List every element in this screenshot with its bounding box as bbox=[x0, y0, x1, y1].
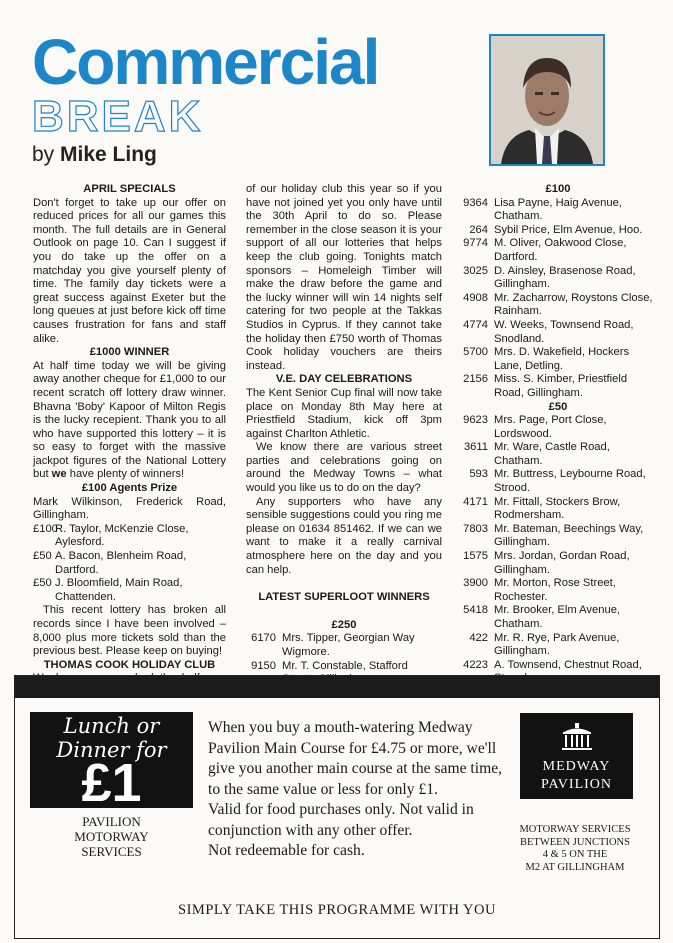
masthead-title: Commercial bbox=[32, 26, 379, 98]
winner-row bbox=[458, 441, 658, 468]
advert-cash-text: Not redeemable for cash. bbox=[208, 842, 365, 859]
heading-holiday-club: THOMAS COOK HOLIDAY CLUB bbox=[43, 658, 216, 671]
paragraph-april-specials: Don't forget to take up our offer on reduced prices for all our games this month. The full details are in General Outlook on page 10. Can I suggest if you do take up the offer on a matchday you give yourself plenty of time. The family day tickets were a great success against Exeter but the long queues at just before kick off time causes frustration for fans and staff alike. bbox=[33, 196, 226, 345]
winner-number: 4774 bbox=[463, 318, 488, 331]
logo-text-line1: MEDWAY bbox=[542, 759, 611, 774]
winner-name: M. Oliver, Oakwood Close, Dartford. bbox=[494, 237, 627, 263]
prize-name: J. Bloomfield, Main Road, Chattenden. bbox=[55, 577, 183, 603]
heading-ve-day: V.E. DAY CELEBRATIONS bbox=[275, 373, 413, 386]
winner-row bbox=[458, 346, 658, 373]
winner-number: 422 bbox=[469, 631, 488, 644]
winner-number: 1575 bbox=[463, 550, 488, 563]
winner-row bbox=[458, 496, 658, 523]
winner-number: 9150 bbox=[251, 659, 276, 672]
winner-name: Mr. Bateman, Beechings Way, Gillingham. bbox=[494, 522, 644, 549]
winner-name: Mr. Ware, Castle Road, Chatham. bbox=[494, 441, 610, 467]
lunch-offer-price: £1 bbox=[81, 753, 142, 813]
winner-row bbox=[458, 604, 658, 631]
lunch-offer-line2: Dinner for bbox=[56, 738, 167, 762]
prize-name: R. Taylor, McKenzie Close, Aylesford. bbox=[55, 522, 189, 549]
heading-100: £100 bbox=[545, 183, 571, 195]
winner-row bbox=[458, 577, 658, 604]
winner-name: Mrs. Tipper, Georgian Way Wigmore. bbox=[282, 632, 415, 658]
advert-left-caption bbox=[30, 814, 193, 859]
winner-row bbox=[458, 292, 658, 319]
paragraph-ve-day: The Kent Senior Cup final will now take place on Monday 8th May here at Priestfield Stadium, kick off 3pm against Charlton Athletic. bbox=[246, 386, 442, 440]
winner-name: Mr. R. Rye, Park Avenue, Gillingham. bbox=[494, 631, 620, 658]
heading-superloot: LATEST SUPERLOOT WINNERS bbox=[258, 591, 430, 604]
right-caption-line: M2 AT GILLINGHAM bbox=[525, 861, 625, 873]
winner-name: Sybil Price, Elm Avenue, Hoo. bbox=[494, 223, 643, 236]
lunch-offer-line1: Lunch or bbox=[63, 714, 160, 738]
winner-number: 4171 bbox=[463, 495, 488, 508]
medway-pavilion-logo bbox=[520, 713, 633, 799]
prize-row bbox=[33, 523, 226, 550]
left-caption-line: MOTORWAY bbox=[74, 829, 149, 844]
prize-amount: £50 bbox=[33, 577, 52, 590]
left-caption-line: PAVILION bbox=[82, 814, 141, 829]
pavilion-advert bbox=[14, 675, 660, 939]
advert-top-bar bbox=[15, 676, 659, 698]
right-caption-line: BETWEEN JUNCTIONS bbox=[520, 836, 630, 848]
winner-number: 9774 bbox=[463, 237, 488, 250]
winner-number: 3900 bbox=[463, 577, 488, 590]
right-caption-line: MOTORWAY SERVICES bbox=[519, 824, 631, 835]
advert-offer-text: When you buy a mouth-watering Medway Pavilion Main Course for £4.75 or more, we'll give you another main course at the same time, to the same value or less for only £1. bbox=[208, 719, 503, 798]
author-portrait-icon bbox=[491, 36, 603, 164]
winner-name: D. Ainsley, Brasenose Road, Gillingham. bbox=[494, 264, 636, 291]
winner-name: Miss. S. Kimber, Priestfield Road, Gillingham. bbox=[494, 373, 628, 399]
winners-50-list bbox=[458, 414, 658, 686]
prize-amount: £100 bbox=[33, 522, 58, 535]
winner-row bbox=[246, 632, 442, 659]
heading-agents-prize: £100 Agents Prize bbox=[81, 482, 178, 495]
winner-name: W. Weeks, Townsend Road, Snodland. bbox=[494, 318, 634, 345]
winner-number: 3611 bbox=[463, 441, 488, 454]
winner-row bbox=[458, 197, 658, 224]
winner-name: Lisa Payne, Haig Avenue, Chatham. bbox=[494, 196, 622, 223]
advert-footer: SIMPLY TAKE THIS PROGRAMME WITH YOU bbox=[178, 902, 496, 918]
winner-number: 593 bbox=[469, 468, 488, 481]
winner-row bbox=[458, 632, 658, 659]
masthead-subtitle: BREAK bbox=[32, 92, 204, 141]
paragraph-emphasis-we: we bbox=[51, 468, 67, 481]
pavilion-building-icon bbox=[560, 723, 594, 753]
paragraph-1000-winner-end: have plenty of winners! bbox=[69, 468, 185, 481]
heading-april-specials: APRIL SPECIALS bbox=[83, 183, 176, 195]
paragraph-1000-winner bbox=[33, 360, 226, 482]
winner-number: 5700 bbox=[463, 346, 488, 359]
winner-name: Mr. Zacharrow, Roystons Close, Rainham. bbox=[494, 291, 653, 318]
winner-row bbox=[458, 237, 658, 264]
agents-prize-winner: Mark Wilkinson, Frederick Road, Gillingham. bbox=[33, 495, 226, 522]
author-photo bbox=[489, 34, 605, 166]
winner-number: 4223 bbox=[463, 658, 488, 671]
prize-amount: £50 bbox=[33, 550, 52, 563]
prize-name: A. Bacon, Blenheim Road, Dartford. bbox=[55, 550, 187, 576]
byline-prefix: by bbox=[32, 143, 55, 166]
byline-author: Mike Ling bbox=[60, 143, 157, 166]
lunch-offer-badge bbox=[30, 712, 193, 813]
article-column-3 bbox=[458, 183, 658, 686]
winner-row bbox=[458, 550, 658, 577]
paragraph-lottery-records: This recent lottery has broken all records since I have been involved – 8,000 plus more tickets sold than the previous best. Please keep on buying! bbox=[33, 604, 226, 658]
winner-row bbox=[458, 523, 658, 550]
paragraph-street-parties: We know there are various street parties and celebrations going on around the Medway Towns – what would you like us to do on the day? bbox=[246, 441, 442, 495]
winner-number: 3025 bbox=[463, 264, 488, 277]
winner-number: 6170 bbox=[251, 632, 276, 645]
winner-name: Mr. Brooker, Elm Avenue, Chatham. bbox=[494, 604, 621, 630]
winner-row bbox=[458, 319, 658, 346]
advert-terms-text: Valid for food purchases only. Not valid in conjunction with any other offer. bbox=[208, 801, 474, 839]
article-column-1 bbox=[33, 183, 226, 700]
winner-number: 5418 bbox=[463, 604, 488, 617]
prize-row bbox=[33, 550, 226, 577]
winner-name: Mr. Morton, Rose Street, Rochester. bbox=[494, 577, 616, 603]
advert-body bbox=[208, 718, 508, 862]
winner-row bbox=[458, 414, 658, 441]
winner-name: A. Townsend, Chestnut Road, bbox=[494, 658, 642, 671]
winner-number: 9364 bbox=[463, 196, 488, 209]
winner-number: 9623 bbox=[463, 414, 488, 427]
winner-name: Mrs. Page, Port Close, Lordswood. bbox=[494, 414, 607, 440]
winner-name: Mr. Fittall, Stockers Brow, Rodmersham. bbox=[494, 495, 621, 522]
paragraph-holiday-club-cont: of our holiday club this year so if you have not joined yet you only have until the 30th April to do so. Please remember in the close season it is your support of all our lotteries that helps keep the club going. Tonights match sponsors – Homeleigh Timber will make the draw before the game and the lucky winner will win 14 nights self catering for two people at the Takkas Studios in Cyprus. If they cannot take the holiday then £750 worth of Thomas Cook holiday vouchers are theirs instead. bbox=[246, 183, 442, 372]
winner-name: Mr. T. Constable, Stafford bbox=[282, 659, 408, 672]
paragraph-suggestions: Any supporters who have any sensible suggestions could you ring me please on 01634 851462. If we can we want to make it a really carnival atmosphere here on the day and you can help. bbox=[246, 495, 442, 576]
logo-text-line2: PAVILION bbox=[540, 777, 612, 792]
winner-name: Mrs. Jordan, Gordan Road, Gillingham. bbox=[494, 550, 630, 576]
winner-name: Mrs. D. Wakefield, Hockers Lane, Detling. bbox=[494, 346, 630, 372]
winner-number: 2156 bbox=[463, 373, 488, 386]
prize-row bbox=[33, 577, 226, 604]
winners-100-list bbox=[458, 197, 658, 401]
winner-number: 7803 bbox=[463, 522, 488, 535]
winner-number: 264 bbox=[469, 223, 488, 236]
heading-250: £250 bbox=[331, 618, 357, 631]
winner-row bbox=[458, 265, 658, 292]
heading-50: £50 bbox=[548, 400, 568, 413]
article-column-2 bbox=[246, 183, 442, 687]
winner-name: Mr. Buttress, Leybourne Road, Strood. bbox=[494, 468, 646, 495]
right-caption-line: 4 & 5 ON THE bbox=[542, 849, 608, 860]
heading-1000-winner: £1000 WINNER bbox=[89, 346, 170, 359]
winner-number: 4908 bbox=[463, 291, 488, 304]
left-caption-line: SERVICES bbox=[81, 844, 142, 859]
advert-right-caption bbox=[495, 824, 655, 874]
winner-row bbox=[458, 468, 658, 495]
winner-row bbox=[458, 373, 658, 400]
byline bbox=[32, 143, 157, 167]
paragraph-1000-winner-text: At half time today we will be giving away another cheque for £1,000 to our recent scratch off lottery draw winner. Bhavna 'Boby' Kapoor of Milton Regis is the lucky recepient. Thank you to all who have supported this lottery – it is so easy to forget with the massive jackpot figures of the National Lottery but bbox=[33, 359, 226, 481]
winner-row bbox=[458, 224, 658, 238]
